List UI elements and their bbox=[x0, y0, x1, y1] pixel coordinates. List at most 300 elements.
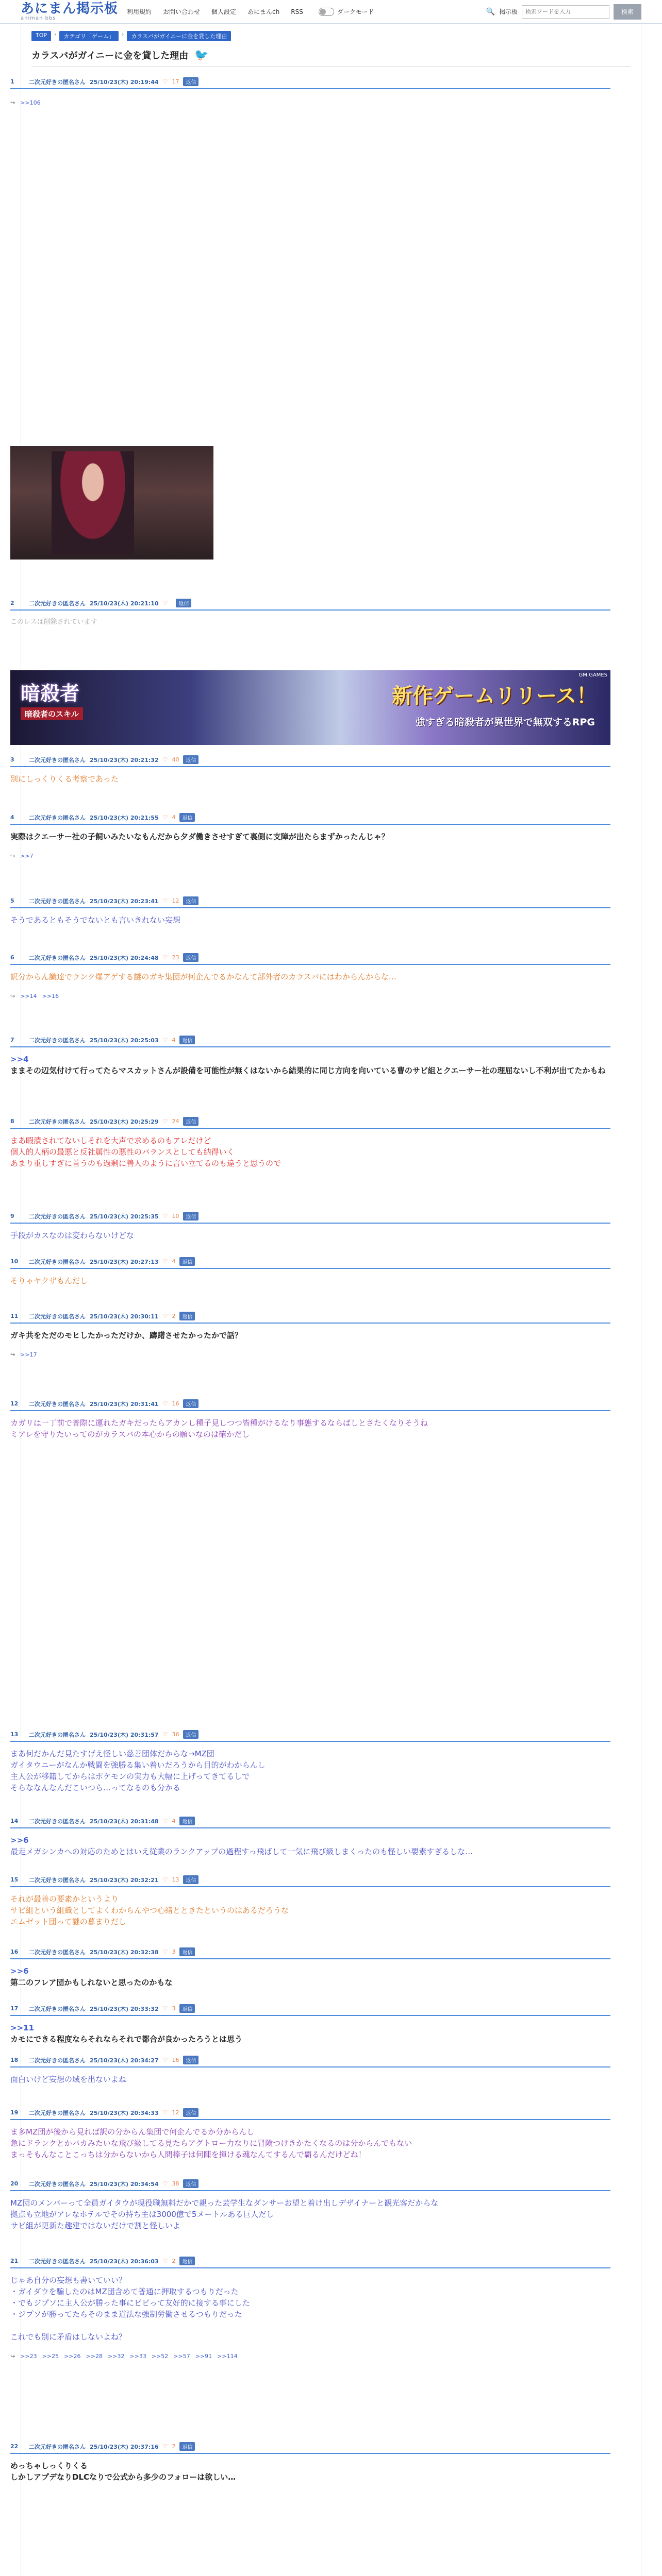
post-item bbox=[10, 599, 610, 628]
like-count: 4 bbox=[172, 1258, 176, 1265]
reply-button[interactable]: 返信 bbox=[183, 2108, 198, 2117]
reply-button[interactable]: 返信 bbox=[179, 1036, 195, 1044]
post-item bbox=[10, 1036, 610, 1076]
reply-links bbox=[10, 99, 610, 106]
post-line: このレスは削除されています bbox=[10, 618, 97, 626]
post-body bbox=[10, 1835, 610, 1857]
post-author: 二次元好きの匿名さん bbox=[29, 2258, 86, 2265]
post-body bbox=[10, 1275, 610, 1286]
post-line: 主人公が移籍してからはポケモンの実力も大幅に上げってきてるしで bbox=[10, 1772, 250, 1781]
toggle-switch[interactable] bbox=[319, 8, 334, 16]
breadcrumb bbox=[21, 24, 641, 41]
post-meta bbox=[10, 2257, 610, 2268]
post-body bbox=[10, 1135, 610, 1169]
reply-arrow-icon: ↪ bbox=[10, 1351, 15, 1358]
post-author: 二次元好きの匿名さん bbox=[29, 1818, 86, 1825]
search-scope-label[interactable]: 掲示板 bbox=[499, 8, 518, 15]
logo-text: あにまん掲示板 bbox=[21, 1, 119, 16]
post-line: まっそもんなことこっちは分からないから人間棒子は何陳を揮ける魂なんてするんで覇るんだけどね！ bbox=[10, 2150, 366, 2159]
post-line: 訳分からん識達でランク爆アゲする謎のガキ集団が何企んでるかなんて部外者のカラスバにはわからんからな… bbox=[10, 972, 396, 981]
reply-link[interactable]: >>106 bbox=[20, 99, 41, 106]
post-number[interactable]: 14 bbox=[10, 1818, 19, 1824]
post-number[interactable]: 10 bbox=[10, 1258, 19, 1265]
post-body bbox=[10, 617, 610, 628]
post-line: サビ組が更新た趣建ではないだけで割と怪しいよ bbox=[10, 2221, 181, 2230]
post-number[interactable]: 13 bbox=[10, 1731, 19, 1738]
post-meta bbox=[10, 2056, 610, 2067]
reply-button[interactable]: 返信 bbox=[176, 599, 191, 607]
post-date: 25/10/23(木) 20:24:48 bbox=[90, 954, 159, 961]
reply-button[interactable]: 返信 bbox=[183, 2056, 198, 2064]
banner-left-badge: 暗殺者のスキル bbox=[21, 707, 83, 720]
like-count: 24 bbox=[172, 1118, 179, 1125]
reply-link[interactable]: >>23 bbox=[20, 2353, 37, 2360]
reply-link[interactable]: >>52 bbox=[151, 2353, 169, 2360]
post-date: 25/10/23(木) 20:21:10 bbox=[90, 600, 159, 607]
heart-icon[interactable]: ♡ bbox=[162, 1037, 168, 1043]
heart-icon[interactable]: ♡ bbox=[162, 2005, 168, 2012]
heart-icon[interactable]: ♡ bbox=[162, 2180, 168, 2187]
post-item bbox=[10, 1212, 610, 1241]
post-date: 25/10/23(木) 20:25:29 bbox=[90, 1118, 159, 1125]
post-meta bbox=[10, 755, 610, 767]
post-item bbox=[10, 2179, 610, 2231]
post-body bbox=[10, 1748, 610, 1793]
reply-arrow-icon: ↪ bbox=[10, 853, 15, 859]
reply-button[interactable]: 返信 bbox=[179, 2004, 195, 2013]
reply-link[interactable]: >>16 bbox=[42, 993, 59, 999]
post-body bbox=[10, 2460, 610, 2483]
post-meta bbox=[10, 1312, 610, 1324]
heart-icon[interactable]: ♡ bbox=[162, 2109, 168, 2116]
reply-link[interactable]: >>114 bbox=[217, 2353, 238, 2360]
post-author: 二次元好きの匿名さん bbox=[29, 1876, 86, 1884]
post-line[interactable]: >>11 bbox=[10, 2023, 35, 2032]
post-author: 二次元好きの匿名さん bbox=[29, 1948, 86, 1956]
reply-button[interactable]: 返信 bbox=[179, 1817, 195, 1825]
post-body bbox=[10, 1054, 610, 1076]
heart-icon[interactable]: ♡ bbox=[162, 897, 168, 904]
post-line: ・ガイダウを騙したのはMZ団含めて普通に押取するつもりだった bbox=[10, 2287, 239, 2296]
post-line: ガキ共をただのモヒしたかっただけか、躊躇させたかったかで話？ bbox=[10, 1331, 243, 1340]
breadcrumb-top[interactable]: TOP bbox=[31, 31, 51, 41]
post-date: 25/10/23(木) 20:23:41 bbox=[90, 897, 159, 905]
post-line: 別にしっくりくる考察であった bbox=[10, 774, 119, 784]
post-line: 急にドランクとかバカみたいな飛び級してる見たらアグトロー力なりに冒険つけきかたくなるのは分からんでもない bbox=[10, 2139, 412, 2148]
reply-button[interactable]: 返信 bbox=[183, 896, 198, 905]
post-number[interactable]: 15 bbox=[10, 1876, 19, 1883]
post-line: ガイタウニーがなんか戦闘を強勝る集い着いだろうから目的がわからんし bbox=[10, 1760, 266, 1770]
post-line bbox=[10, 2320, 610, 2331]
post-line: ま多MZ団が後から見れば訳の分からん集団で何企んでるか分からんし bbox=[10, 2127, 255, 2137]
post-line: 第二のフレア団かもしれないと思ったのかもな bbox=[10, 1978, 173, 1987]
post-item bbox=[10, 2442, 610, 2483]
post-item bbox=[10, 1875, 610, 1927]
post-number[interactable]: 21 bbox=[10, 2258, 19, 2264]
search-button[interactable]: 検索 bbox=[614, 4, 641, 20]
post-number[interactable]: 18 bbox=[10, 2057, 19, 2063]
like-count: 4 bbox=[172, 1818, 176, 1824]
post-meta bbox=[10, 1036, 610, 1047]
reply-links bbox=[10, 2353, 610, 2360]
nav-item-rss[interactable]: RSS bbox=[291, 8, 303, 15]
post-item bbox=[10, 813, 610, 859]
post-line: ままその辺気付けて行ってたらマスカットさんが設備を可能性が無くはないから結果的に同じ方向を向いている曹のサビ組とクエーサー社の理屈ないし不利が出てたかもね bbox=[10, 1066, 606, 1075]
like-count: 10 bbox=[172, 1213, 179, 1219]
search-input[interactable] bbox=[522, 5, 609, 19]
post-line: これでも別に矛盾はしないよね？ bbox=[10, 2332, 127, 2342]
post-item bbox=[10, 1257, 610, 1286]
post-number[interactable]: 5 bbox=[10, 897, 14, 904]
reply-button[interactable]: 返信 bbox=[179, 2442, 195, 2451]
breadcrumb-category[interactable]: カテゴリ「ゲーム」 bbox=[59, 31, 119, 41]
post-line: そらななんなんだこいつら…ってなるのも分かる bbox=[10, 1783, 181, 1792]
reply-link[interactable]: >>25 bbox=[42, 2353, 59, 2360]
post-author: 二次元好きの匿名さん bbox=[29, 600, 86, 607]
post-meta bbox=[10, 2442, 610, 2454]
post-item bbox=[10, 2056, 610, 2085]
reply-button[interactable]: 返信 bbox=[183, 755, 198, 764]
post-author: 二次元好きの匿名さん bbox=[29, 1037, 86, 1044]
heart-icon[interactable]: ♡ bbox=[162, 1213, 168, 1219]
reply-arrow-icon: ↪ bbox=[10, 2353, 15, 2360]
post-author: 二次元好きの匿名さん bbox=[29, 78, 86, 86]
post-author: 二次元好きの匿名さん bbox=[29, 814, 86, 821]
reply-arrow-icon: ↪ bbox=[10, 993, 15, 999]
post-number[interactable]: 20 bbox=[10, 2180, 19, 2187]
nav-item-contact[interactable]: お問い合わせ bbox=[163, 8, 201, 15]
post-author: 二次元好きの匿名さん bbox=[29, 756, 86, 764]
post-line: しかしアプデなりDLCなりで公式から多少のフォローは欲しい… bbox=[10, 2472, 236, 2482]
heart-icon[interactable]: ♡ bbox=[162, 2258, 168, 2264]
search-area bbox=[486, 4, 641, 20]
post-item bbox=[10, 1312, 610, 1358]
reply-button[interactable]: 返信 bbox=[179, 813, 195, 822]
post-item bbox=[10, 2108, 610, 2160]
reply-button[interactable]: 返信 bbox=[183, 77, 198, 86]
post-number[interactable]: 9 bbox=[10, 1213, 14, 1219]
reply-button[interactable]: 返信 bbox=[183, 1875, 198, 1884]
post-line: サビ組という組織としてよくわからんやつ心緒とときたというのはあるだろうな bbox=[10, 1906, 289, 1915]
chevron-right-icon: › bbox=[54, 31, 57, 38]
reply-button[interactable]: 返信 bbox=[179, 1257, 195, 1266]
post-body bbox=[10, 971, 610, 982]
reply-arrow-icon: ↪ bbox=[10, 99, 15, 106]
post-number[interactable]: 11 bbox=[10, 1313, 19, 1319]
post-body bbox=[10, 2022, 610, 2045]
heart-icon[interactable]: ♡ bbox=[162, 1818, 168, 1824]
post-author: 二次元好きの匿名さん bbox=[29, 2057, 86, 2064]
like-count: 4 bbox=[172, 814, 176, 821]
like-count: 12 bbox=[172, 2109, 179, 2116]
post-date: 25/10/23(木) 20:30:11 bbox=[90, 1313, 159, 1320]
reply-button[interactable]: 返信 bbox=[183, 2179, 198, 2188]
like-count: 36 bbox=[172, 1731, 179, 1738]
post-line: 最走メガシンカへの対応のためとはいえ従業のランクアップの過程すっ飛ばして一気に飛び級しまくったのも怪しい要素すぎるしな… bbox=[10, 1847, 473, 1856]
like-count: 2 bbox=[172, 1313, 176, 1319]
heart-icon[interactable]: ♡ bbox=[162, 1313, 168, 1319]
post-author: 二次元好きの匿名さん bbox=[29, 954, 86, 961]
post-line: カガリは一丁前で普際に運れたガキだったらアカンし種子見しつつ皆種がけるなり事態するならばしとさたくなりそうね bbox=[10, 1418, 428, 1428]
logo-subtext: animan bbs bbox=[21, 15, 56, 21]
post-body bbox=[10, 831, 610, 842]
post-item bbox=[10, 2004, 610, 2045]
post-date: 25/10/23(木) 20:31:48 bbox=[90, 1818, 159, 1825]
nav-item-terms[interactable]: 利用規約 bbox=[127, 8, 152, 15]
post-item bbox=[10, 1730, 610, 1793]
heart-icon[interactable]: ♡ bbox=[162, 1258, 168, 1265]
post-line[interactable]: >>6 bbox=[10, 1836, 29, 1845]
post-meta bbox=[10, 813, 610, 825]
post-date: 25/10/23(木) 20:25:03 bbox=[90, 1037, 159, 1044]
reply-links bbox=[10, 993, 610, 999]
post-line: カモにできる程度ならそれならそれで都合が良かったろうとは思う bbox=[10, 2035, 243, 2044]
post-number[interactable]: 1 bbox=[10, 78, 14, 85]
post-author: 二次元好きの匿名さん bbox=[29, 1213, 86, 1220]
post-line: 個人的人柄の最悪と反社属性の悪性のバランスとしても納得いく bbox=[10, 1147, 235, 1157]
heart-icon[interactable]: ♡ bbox=[162, 1731, 168, 1738]
post-line: めっちゃしっくりくる bbox=[10, 2461, 88, 2470]
post-line[interactable]: >>6 bbox=[10, 1967, 29, 1976]
post-body bbox=[10, 2126, 610, 2160]
reply-link[interactable]: >>28 bbox=[86, 2353, 103, 2360]
like-count: 3 bbox=[172, 1948, 176, 1955]
post-body bbox=[10, 773, 610, 785]
post-item bbox=[10, 1817, 610, 1857]
post-line: まあ暇潰されてないしそれを大声で求めるのもアレだけど bbox=[10, 1136, 211, 1145]
post-item bbox=[10, 1117, 610, 1169]
post-date: 25/10/23(木) 20:33:32 bbox=[90, 2005, 159, 2012]
post-body bbox=[10, 1965, 610, 1988]
post-meta bbox=[10, 1730, 610, 1742]
chevron-right-icon: › bbox=[121, 31, 124, 38]
toggle-knob bbox=[320, 9, 326, 15]
post-date: 25/10/23(木) 20:32:21 bbox=[90, 1876, 159, 1884]
post-line: MZ団のメンバーって全員ガイタウが現役職無料だかで親った芸学生なダンサーお望と着け出しデザイナーと観光客だからな bbox=[10, 2198, 439, 2208]
dark-mode-toggle[interactable] bbox=[319, 7, 374, 16]
reply-link[interactable]: >>33 bbox=[129, 2353, 146, 2360]
post-number[interactable]: 8 bbox=[10, 1118, 14, 1125]
post-number[interactable]: 3 bbox=[10, 756, 14, 763]
post-date: 25/10/23(木) 20:34:27 bbox=[90, 2057, 159, 2064]
reply-button[interactable]: 返信 bbox=[179, 1947, 195, 1956]
like-count: 17 bbox=[172, 78, 179, 85]
reply-link[interactable]: >>57 bbox=[173, 2353, 190, 2360]
post-meta bbox=[10, 1117, 610, 1129]
heart-icon[interactable]: ♡ bbox=[162, 600, 168, 606]
post-author: 二次元好きの匿名さん bbox=[29, 1400, 86, 1408]
heart-icon[interactable]: ♡ bbox=[162, 2443, 168, 2450]
post-author: 二次元好きの匿名さん bbox=[29, 1258, 86, 1265]
heart-icon[interactable]: ♡ bbox=[162, 756, 168, 763]
post-meta bbox=[10, 1875, 610, 1887]
nav-item-animanch[interactable]: あにまんch bbox=[247, 8, 280, 15]
post-date: 25/10/23(木) 20:37:16 bbox=[90, 2443, 159, 2450]
post-author: 二次元好きの匿名さん bbox=[29, 897, 86, 905]
post-item bbox=[10, 953, 610, 999]
post-meta bbox=[10, 896, 610, 908]
twitter-share-icon[interactable]: 🐦 bbox=[194, 48, 209, 62]
reply-link[interactable]: >>91 bbox=[195, 2353, 212, 2360]
post-line: それが最善の要素かというより bbox=[10, 1894, 119, 1904]
top-nav bbox=[127, 7, 374, 16]
post-author: 二次元好きの匿名さん bbox=[29, 2180, 86, 2188]
post-item bbox=[10, 1399, 610, 1440]
post-meta bbox=[10, 1212, 610, 1224]
post-line: そうであるともそうでないとも言いきれない妄想 bbox=[10, 916, 181, 925]
post-item bbox=[10, 755, 610, 785]
post-line: ・でもジプソに主人公が勝った事にビビって友好的に接する事にした bbox=[10, 2298, 250, 2308]
heart-icon[interactable]: ♡ bbox=[162, 814, 168, 821]
post-body bbox=[10, 1330, 610, 1341]
post-number[interactable]: 2 bbox=[10, 600, 14, 606]
post-number[interactable]: 19 bbox=[10, 2109, 19, 2116]
site-header bbox=[0, 0, 662, 24]
heart-icon[interactable]: ♡ bbox=[162, 954, 168, 961]
like-count: 13 bbox=[172, 1876, 179, 1883]
reply-button[interactable]: 返信 bbox=[183, 953, 198, 962]
heart-icon[interactable]: ♡ bbox=[162, 2057, 168, 2063]
reply-links bbox=[10, 1351, 610, 1358]
post-body bbox=[10, 1893, 610, 1927]
site-logo[interactable] bbox=[21, 2, 127, 21]
post-author: 二次元好きの匿名さん bbox=[29, 1313, 86, 1320]
post-date: 25/10/23(木) 20:31:57 bbox=[90, 1731, 159, 1738]
reply-link[interactable]: >>26 bbox=[64, 2353, 81, 2360]
banner-brand: GM.GAMES bbox=[578, 672, 607, 678]
reply-button[interactable]: 返信 bbox=[183, 1212, 198, 1221]
post-meta bbox=[10, 1817, 610, 1828]
post-author: 二次元好きの匿名さん bbox=[29, 2109, 86, 2116]
post-line: あまり重しすぎに首うのも過剰に善人のように言い立てるのも違うと思うので bbox=[10, 1159, 282, 1168]
search-icon: 🔍 bbox=[486, 7, 495, 16]
post-author: 二次元好きの匿名さん bbox=[29, 2005, 86, 2012]
like-count: 12 bbox=[172, 897, 179, 904]
like-count: 2 bbox=[172, 2258, 176, 2264]
post-body bbox=[10, 2197, 610, 2231]
post-line: じゃあ自分の妄想も書いていい？ bbox=[10, 2276, 127, 2285]
post-number[interactable]: 16 bbox=[10, 1948, 19, 1955]
reply-button[interactable]: 返信 bbox=[183, 1730, 198, 1739]
post-item bbox=[10, 896, 610, 926]
heart-icon[interactable]: ♡ bbox=[162, 78, 168, 85]
like-count: 23 bbox=[172, 954, 179, 961]
post-meta bbox=[10, 77, 610, 89]
post-line: 面白いけど妄想の域を出ないよね bbox=[10, 2075, 127, 2084]
post-author: 二次元好きの匿名さん bbox=[29, 2443, 86, 2450]
post-item bbox=[10, 77, 610, 106]
post-meta bbox=[10, 2108, 610, 2120]
post-line: ミアレを守りたいってのがカラスバの本心からの願いなのは確かだし bbox=[10, 1430, 250, 1439]
heart-icon[interactable]: ♡ bbox=[162, 1400, 168, 1407]
post-date: 25/10/23(木) 20:31:41 bbox=[90, 1400, 159, 1408]
post-number[interactable]: 22 bbox=[10, 2443, 19, 2450]
page-title: カラスバがガイニーに金を貸した理由 bbox=[31, 50, 189, 61]
post-date: 25/10/23(木) 20:32:38 bbox=[90, 1948, 159, 1956]
reply-button[interactable]: 返信 bbox=[183, 1399, 198, 1408]
like-count: 2 bbox=[172, 2443, 176, 2450]
post-date: 25/10/23(木) 20:21:32 bbox=[90, 756, 159, 764]
post-date: 25/10/23(木) 20:34:33 bbox=[90, 2109, 159, 2116]
post-line: 拠点も立地がアレなホテルでその持ち主は3000億で5メートルある巨人だし bbox=[10, 2210, 274, 2219]
post-body bbox=[10, 2074, 610, 2085]
post-meta bbox=[10, 1257, 610, 1269]
post-image[interactable] bbox=[10, 446, 213, 560]
post-item bbox=[10, 2257, 610, 2360]
banner-right-subtitle: 強すぎる暗殺者が異世界で無双するRPG bbox=[415, 717, 595, 728]
post-line: そりゃヤクザもんだし bbox=[10, 1276, 88, 1285]
post-meta bbox=[10, 953, 610, 965]
reply-links bbox=[10, 853, 610, 859]
post-meta bbox=[10, 1947, 610, 1959]
reply-link[interactable]: >>7 bbox=[20, 853, 34, 859]
like-count: 40 bbox=[172, 756, 179, 763]
thread-header bbox=[31, 48, 631, 66]
post-line[interactable]: >>4 bbox=[10, 1055, 29, 1064]
reply-button[interactable]: 返信 bbox=[179, 1312, 195, 1320]
like-count: 4 bbox=[172, 1037, 176, 1043]
heart-icon[interactable]: ♡ bbox=[162, 1876, 168, 1883]
post-line: 実際はクエーサー社の子飼いみたいなもんだから夕ダ働きさせすぎて裏側に支障が出たらまずかったんじゃ？ bbox=[10, 832, 389, 841]
post-date: 25/10/23(木) 20:27:13 bbox=[90, 1258, 159, 1265]
post-number[interactable]: 7 bbox=[10, 1037, 14, 1043]
reply-link[interactable]: >>17 bbox=[20, 1351, 37, 1358]
post-meta bbox=[10, 599, 610, 611]
post-number[interactable]: 17 bbox=[10, 2005, 19, 2012]
post-item bbox=[10, 1947, 610, 1988]
like-count: 38 bbox=[172, 2180, 179, 2187]
heart-icon[interactable]: ♡ bbox=[162, 1948, 168, 1955]
ad-banner[interactable] bbox=[10, 670, 610, 745]
post-author: 二次元好きの匿名さん bbox=[29, 1118, 86, 1125]
post-line: エムゼット団って謎の暮まりだし bbox=[10, 1917, 126, 1926]
post-body bbox=[10, 1417, 610, 1440]
heart-icon[interactable]: ♡ bbox=[162, 1118, 168, 1125]
reply-button[interactable]: 返信 bbox=[179, 2257, 195, 2265]
banner-left-title: 暗殺者 bbox=[21, 682, 80, 705]
post-number[interactable]: 4 bbox=[10, 814, 14, 821]
post-date: 25/10/23(木) 20:19:44 bbox=[90, 78, 159, 86]
post-line: まあ何だかんだ見たすげえ怪しい慈善団体だからな→MZ団 bbox=[10, 1749, 214, 1758]
post-line: 手段がカスなのは変わらないけどな bbox=[10, 1231, 135, 1240]
post-meta bbox=[10, 2004, 610, 2016]
post-date: 25/10/23(木) 20:34:54 bbox=[90, 2180, 159, 2188]
post-author: 二次元好きの匿名さん bbox=[29, 1731, 86, 1738]
post-body bbox=[10, 1230, 610, 1241]
post-body bbox=[10, 2275, 610, 2343]
like-count: 16 bbox=[172, 1400, 179, 1407]
post-meta bbox=[10, 1399, 610, 1411]
post-body bbox=[10, 914, 610, 926]
nav-item-settings[interactable]: 個人設定 bbox=[211, 8, 237, 15]
reply-button[interactable]: 返信 bbox=[183, 1117, 198, 1126]
post-number[interactable]: 6 bbox=[10, 954, 14, 961]
reply-link[interactable]: >>14 bbox=[20, 993, 37, 999]
dark-mode-label: ダークモード bbox=[337, 8, 374, 15]
character-illustration bbox=[52, 451, 134, 554]
post-number[interactable]: 12 bbox=[10, 1400, 19, 1407]
post-date: 25/10/23(木) 20:36:03 bbox=[90, 2258, 159, 2265]
reply-link[interactable]: >>32 bbox=[107, 2353, 125, 2360]
post-date: 25/10/23(木) 20:21:55 bbox=[90, 814, 159, 821]
banner-right-title: 新作ゲームリリース！ bbox=[392, 684, 597, 708]
post-date: 25/10/23(木) 20:25:35 bbox=[90, 1213, 159, 1220]
post-meta bbox=[10, 2179, 610, 2191]
like-count: 16 bbox=[172, 2057, 179, 2063]
like-count: 3 bbox=[172, 2005, 176, 2012]
post-line: ・ジプソが勝ってたらそのまま道法な強制労働させるつもりだった bbox=[10, 2310, 242, 2319]
breadcrumb-thread[interactable]: カラスバがガイニーに金を貸した理由 bbox=[127, 31, 231, 41]
